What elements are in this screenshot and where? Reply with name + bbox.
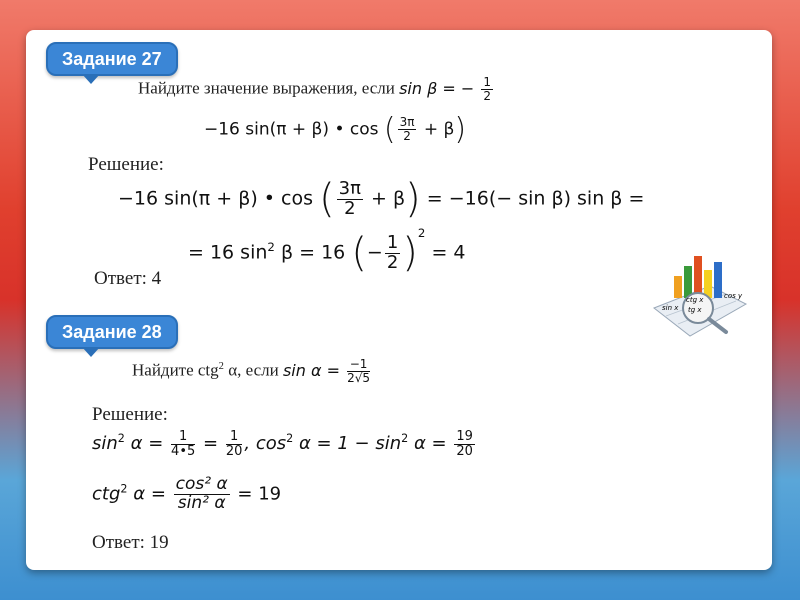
expression-part: + β [423, 119, 455, 140]
task-27-solution-line-1 [118, 176, 644, 222]
solution-part: sin [92, 433, 118, 455]
condition-lhs: sin β = − [399, 78, 475, 98]
right-paren: ) [402, 230, 418, 276]
solution-part: + β [371, 187, 406, 210]
fraction-numerator: 1 [386, 231, 399, 253]
solution-part: α = 1 − sin [298, 433, 402, 455]
fraction-denominator: sin² α [177, 492, 226, 513]
right-paren: ) [405, 176, 421, 222]
exponent: 2 [117, 432, 125, 446]
task-27-solution-line-2 [188, 226, 466, 276]
exponent: 2 [401, 432, 409, 446]
condition-fraction [347, 358, 370, 384]
expression-fraction [398, 116, 417, 142]
task-27-question-text: Найдите значение выражения, если [138, 78, 395, 98]
illustration-label: cos y [724, 292, 743, 300]
fraction-denominator: 2 [403, 129, 411, 143]
solution-part: = 16 sin [188, 241, 268, 264]
solution-fraction [226, 430, 243, 458]
illustration-label: sin x [662, 304, 679, 312]
content-card [26, 30, 772, 570]
question-text: Найдите ctg [132, 360, 219, 380]
task-28-condition [282, 357, 372, 385]
solution-part: β = 16 [280, 241, 346, 264]
fraction-numerator: 1 [226, 430, 243, 445]
exponent: 2 [286, 432, 294, 446]
fraction-denominator: 20 [456, 443, 473, 459]
solution-fraction [174, 476, 230, 513]
fraction-numerator: 3π [399, 115, 415, 130]
fraction-numerator: 3π [338, 177, 361, 199]
expression-part: −16 sin(π + β) • cos [204, 119, 379, 140]
solution-part: , cos [244, 433, 287, 455]
exponent: 2 [120, 482, 128, 496]
solution-part: = 4 [431, 241, 466, 264]
task-27-expression [204, 112, 466, 147]
exponent: 2 [417, 226, 426, 241]
fraction-numerator: 1 [483, 75, 492, 89]
right-paren: ) [454, 112, 467, 147]
task-27-badge: Задание 27 [46, 42, 178, 76]
solution-fraction [385, 231, 400, 273]
task-28-solution-line-1 [92, 430, 477, 458]
condition-fraction [481, 76, 493, 102]
solution-fraction [171, 430, 195, 458]
fraction-denominator: 2 [483, 88, 492, 103]
task-27-question [138, 76, 495, 102]
task-27-answer: Ответ: 4 [94, 268, 162, 289]
solution-part: α = [413, 433, 447, 455]
task-28-answer: Ответ: 19 [92, 532, 169, 553]
illustration-label: tg x [688, 306, 702, 314]
left-paren: ( [351, 230, 367, 276]
fraction-denominator: 2√5 [347, 370, 371, 385]
condition-lhs: sin α = [282, 360, 340, 380]
fraction-numerator: 1 [171, 430, 195, 445]
fraction-denominator: 20 [225, 443, 243, 459]
question-text: α, если [223, 360, 279, 380]
exponent: 2 [267, 240, 275, 255]
fraction-numerator: 19 [456, 429, 473, 444]
left-paren: ( [383, 112, 396, 147]
fraction-denominator: 4•5 [171, 443, 196, 459]
task-27-solution-label: Решение: [88, 154, 164, 175]
fraction-numerator: cos² α [175, 474, 228, 494]
fraction-denominator: 2 [344, 197, 356, 219]
solution-part: = [203, 433, 219, 455]
illustration-label: ctg x [686, 296, 704, 304]
left-paren: ( [319, 176, 335, 222]
solution-part: = −16(− sin β) sin β = [426, 187, 645, 210]
task-28-badge: Задание 28 [46, 315, 178, 349]
solution-fraction [337, 177, 363, 219]
task-28-question [132, 358, 372, 384]
task-27-condition [399, 75, 495, 103]
task-28-solution-line-2 [92, 476, 281, 513]
solution-part: α = [133, 483, 166, 505]
solution-part: = 19 [237, 483, 282, 505]
solution-part: −16 sin(π + β) • cos [118, 187, 314, 210]
solution-part: ctg [92, 483, 121, 505]
exponent: 2 [218, 360, 224, 372]
fraction-denominator: 2 [386, 251, 399, 273]
task-28-solution-label: Решение: [92, 404, 168, 425]
trig-chart-icon [646, 246, 750, 346]
solution-fraction [454, 430, 475, 458]
minus-sign: − [366, 241, 383, 264]
fraction-numerator: −1 [347, 358, 370, 372]
solution-part: α = [130, 433, 164, 455]
